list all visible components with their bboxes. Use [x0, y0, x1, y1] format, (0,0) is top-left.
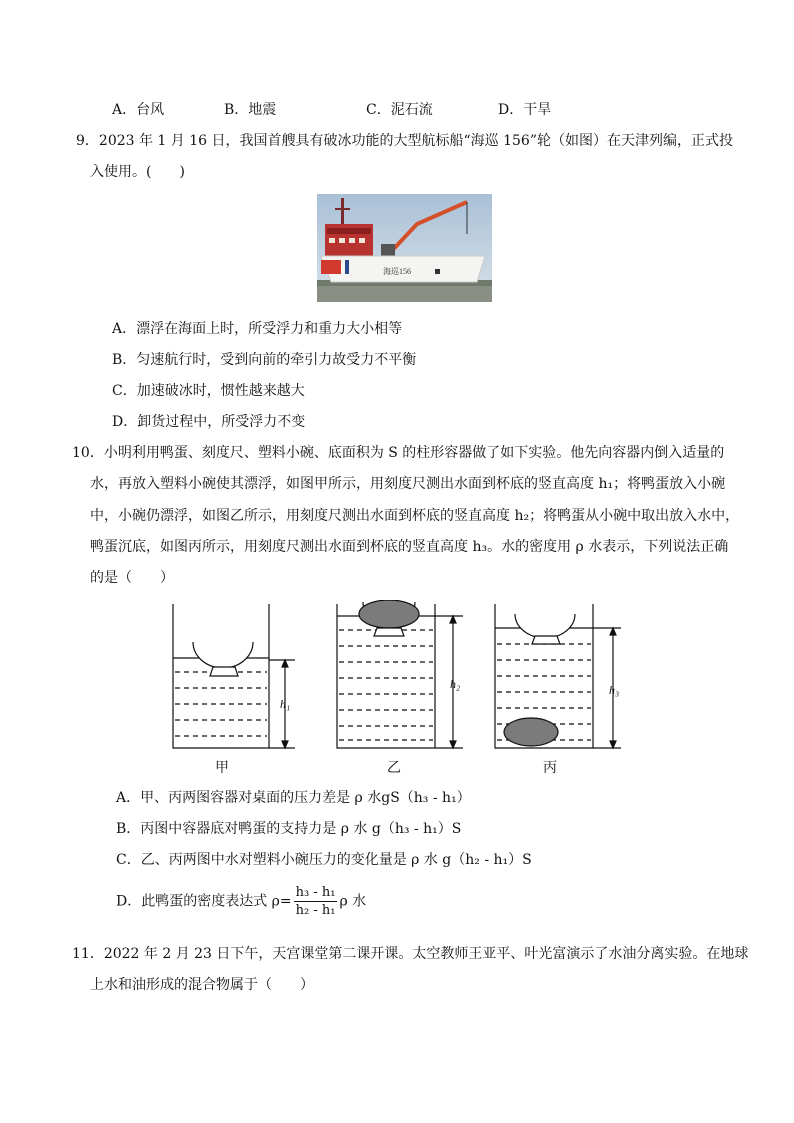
q10-option-d-suffix: ρ 水	[339, 893, 367, 910]
q10-stem-line5: 的是（ ）	[90, 570, 174, 586]
q10-option-d-prefix: D．此鸭蛋的密度表达式 ρ=	[116, 893, 292, 910]
height-label-h1: h₁	[280, 697, 291, 711]
q9-stem-line2: 入使用。( )	[90, 164, 185, 180]
q9-option-b: B．匀速航行时，受到向前的牵引力故受力不平衡	[112, 352, 417, 368]
q9-stem-line1: 9．2023 年 1 月 16 日，我国首艘具有破冰功能的大型航标船“海巡 156”轮（如图）在天津列编，正式投	[76, 133, 733, 149]
q8-option-c: C．泥石流	[366, 102, 433, 118]
q9-option-c: C．加速破冰时，惯性越来越大	[112, 383, 305, 399]
figure-label-yi: 乙	[387, 761, 401, 776]
q11-stem-line1: 11．2022 年 2 月 23 日下午，天宫课堂第二课开课。太空教师王亚平、叶光富演示了水油分离实验。在地球	[72, 946, 749, 962]
beaker-figure	[165, 600, 635, 780]
q10-stem-line2: 水，再放入塑料小碗使其漂浮，如图甲所示，用刻度尺测出水面到杯底的竖直高度 h₁；将鸭蛋放入小碗	[90, 476, 726, 492]
q8-option-d: D．干旱	[498, 102, 552, 118]
q9-option-d: D．卸货过程中，所受浮力不变	[112, 414, 306, 430]
q8-option-a: A．台风	[112, 102, 165, 118]
beaker-jia	[173, 604, 295, 748]
beaker-bing	[495, 604, 621, 748]
q11-stem-line2: 上水和油形成的混合物属于（ ）	[90, 977, 314, 993]
q10-stem-line3: 中，小碗仍漂浮，如图乙所示，用刻度尺测出水面到杯底的竖直高度 h₂；将鸭蛋从小碗中取出放入水中，	[90, 508, 740, 524]
q10-option-b: B．丙图中容器底对鸭蛋的支持力是 ρ 水 g（h₃ - h₁）S	[116, 821, 462, 837]
height-label-h2: h₂	[450, 677, 461, 691]
q9-option-a: A．漂浮在海面上时，所受浮力和重力大小相等	[112, 321, 403, 337]
q10-stem-line4: 鸭蛋沉底，如图丙所示，用刻度尺测出水面到杯底的竖直高度 h₃。水的密度用 ρ 水表示，下列说法正确	[90, 539, 729, 555]
height-label-h3: h₃	[609, 683, 620, 697]
figure-label-bing: 丙	[543, 761, 557, 776]
q8-option-b: B．地震	[224, 102, 277, 118]
q10-stem-line1: 10．小明利用鸭蛋、刻度尺、塑料小碗、底面积为 S 的柱形容器做了如下实验。他先向容器内倒入适量的	[72, 445, 725, 461]
q10-option-c: C．乙、丙两图中水对塑料小碗压力的变化量是 ρ 水 g（h₂ - h₁）S	[116, 852, 532, 868]
density-fraction	[294, 884, 338, 919]
beaker-yi	[337, 600, 463, 748]
q10-option-d	[116, 884, 366, 919]
fraction-numerator: h₃ - h₁	[295, 885, 336, 900]
q10-option-a: A．甲、丙两图容器对桌面的压力差是 ρ 水gS（h₃ - h₁）	[116, 790, 471, 806]
ship-hull-label: 海巡156	[383, 267, 411, 276]
figure-label-jia: 甲	[215, 761, 229, 776]
fraction-denominator: h₂ - h₁	[295, 903, 336, 918]
ship-photo	[317, 194, 492, 302]
